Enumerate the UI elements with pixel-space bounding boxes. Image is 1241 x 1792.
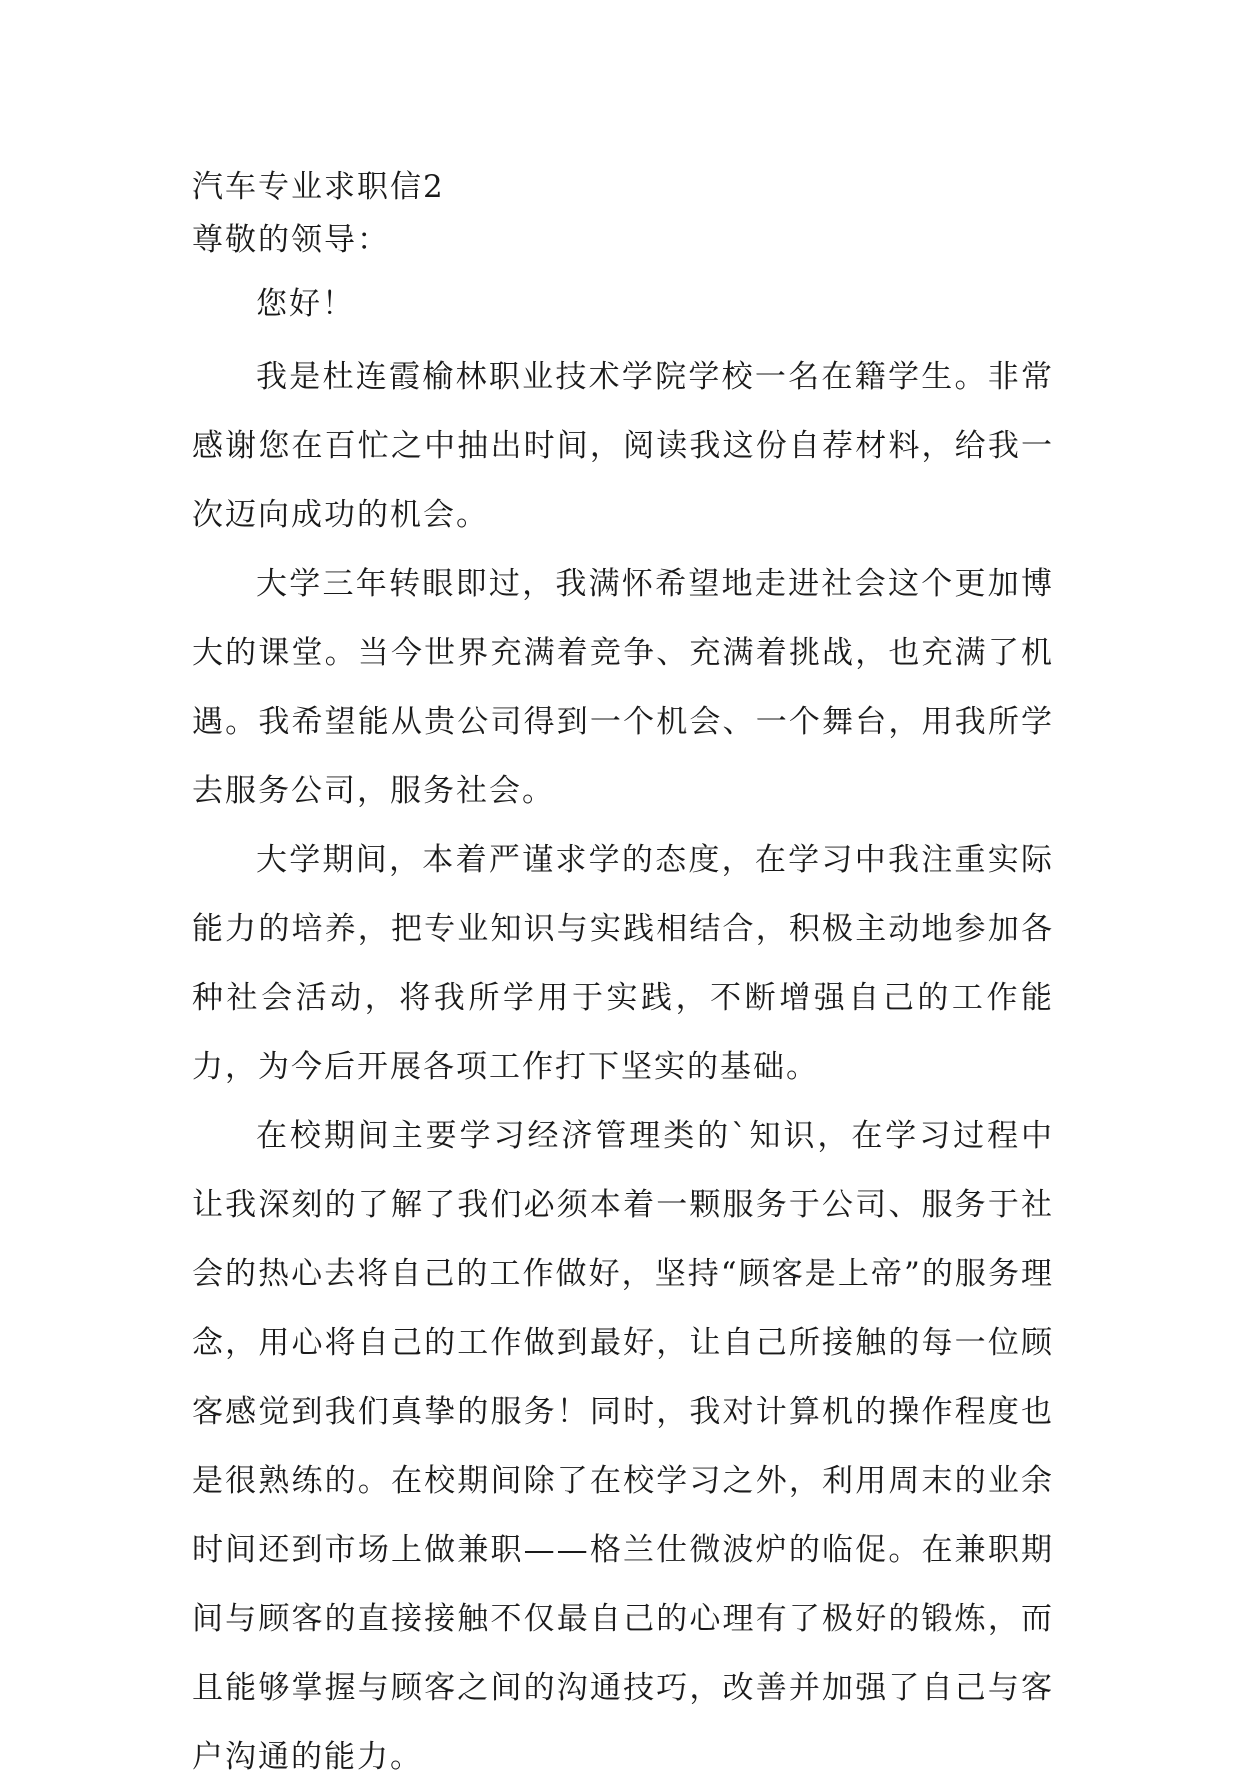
paragraph-aspiration: 大学三年转眼即过，我满怀希望地走进社会这个更加博大的课堂。当今世界充满着竞争、充满着挑战，也充满了机遇。我希望能从贵公司得到一个机会、一个舞台，用我所学去服务公司，服务社会。 — [192, 566, 1054, 809]
document-title: 汽车专业求职信2 — [192, 169, 445, 205]
salutation: 尊敬的领导： — [192, 222, 390, 258]
greeting: 您好！ — [256, 286, 355, 322]
paragraph-experience: 在校期间主要学习经济管理类的`知识，在学习过程中让我深刻的了解了我们必须本着一颗服务于公司、服务于社会的热心去将自己的工作做好，坚持“顾客是上帝”的服务理念，用心将自己的工作做到最好，让自己所接触的每一位顾客感觉到我们真挚的服务！同时，我对计算机的操作程度也是很熟练的。在校期间除了在校学习之外，利用周末的业余时间还到市场上做兼职——格兰仕微波炉的临促。在兼职期间与顾客的直接接触不仅最自己的心理有了极好的锻炼，而且能够掌握与顾客之间的沟通技巧，改善并加强了自己与客户沟通的能力。 — [192, 1118, 1054, 1775]
letter-body — [192, 160, 1054, 1792]
paragraph-introduction: 我是杜连霞榆林职业技术学院学校一名在籍学生。非常感谢您在百忙之中抽出时间，阅读我这份自荐材料，给我一次迈向成功的机会。 — [192, 359, 1054, 533]
paragraph-study-attitude: 大学期间，本着严谨求学的态度，在学习中我注重实际能力的培养，把专业知识与实践相结合，积极主动地参加各种社会活动，将我所学用于实践，不断增强自己的工作能力，为今后开展各项工作打下坚实的基础。 — [192, 842, 1054, 1085]
